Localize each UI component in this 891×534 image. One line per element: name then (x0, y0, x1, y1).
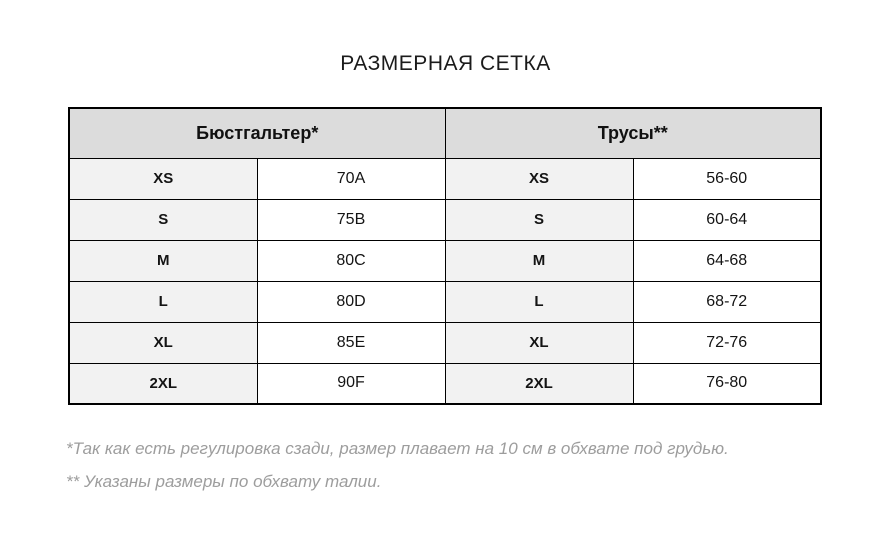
bra-size-cell: 2XL (69, 363, 257, 404)
bra-value-cell: 90F (257, 363, 445, 404)
table-row (69, 363, 821, 404)
bra-value-cell: 70A (257, 158, 445, 199)
bra-value-cell: 80C (257, 240, 445, 281)
bra-size-cell: XL (69, 322, 257, 363)
footnote-panties: ** Указаны размеры по обхвату талии. (66, 472, 382, 491)
size-chart-body (69, 158, 821, 404)
page-title: РАЗМЕРНАЯ СЕТКА (340, 52, 551, 75)
panty-size-cell: M (445, 240, 633, 281)
bra-size-cell: XS (69, 158, 257, 199)
table-row (69, 158, 821, 199)
bra-size-cell: L (69, 281, 257, 322)
header-panties: Трусы** (445, 108, 821, 158)
panty-size-cell: S (445, 199, 633, 240)
panty-size-cell: L (445, 281, 633, 322)
size-chart-header (69, 108, 821, 158)
panty-value-cell: 72-76 (633, 322, 821, 363)
panty-value-cell: 64-68 (633, 240, 821, 281)
bra-size-cell: M (69, 240, 257, 281)
table-row (69, 322, 821, 363)
table-row (69, 240, 821, 281)
bra-value-cell: 85E (257, 322, 445, 363)
panty-value-cell: 60-64 (633, 199, 821, 240)
footnote-bra: *Так как есть регулировка сзади, размер плавает на 10 см в обхвате под грудью. (66, 439, 729, 458)
panty-value-cell: 68-72 (633, 281, 821, 322)
table-row (69, 199, 821, 240)
panty-value-cell: 56-60 (633, 158, 821, 199)
header-bra: Бюстгальтер* (69, 108, 445, 158)
panty-size-cell: XL (445, 322, 633, 363)
panty-size-cell: XS (445, 158, 633, 199)
size-chart-table (68, 107, 822, 405)
bra-value-cell: 80D (257, 281, 445, 322)
table-row (69, 281, 821, 322)
panty-value-cell: 76-80 (633, 363, 821, 404)
panty-size-cell: 2XL (445, 363, 633, 404)
footnotes (66, 432, 856, 498)
bra-value-cell: 75B (257, 199, 445, 240)
bra-size-cell: S (69, 199, 257, 240)
header-row (69, 108, 821, 158)
